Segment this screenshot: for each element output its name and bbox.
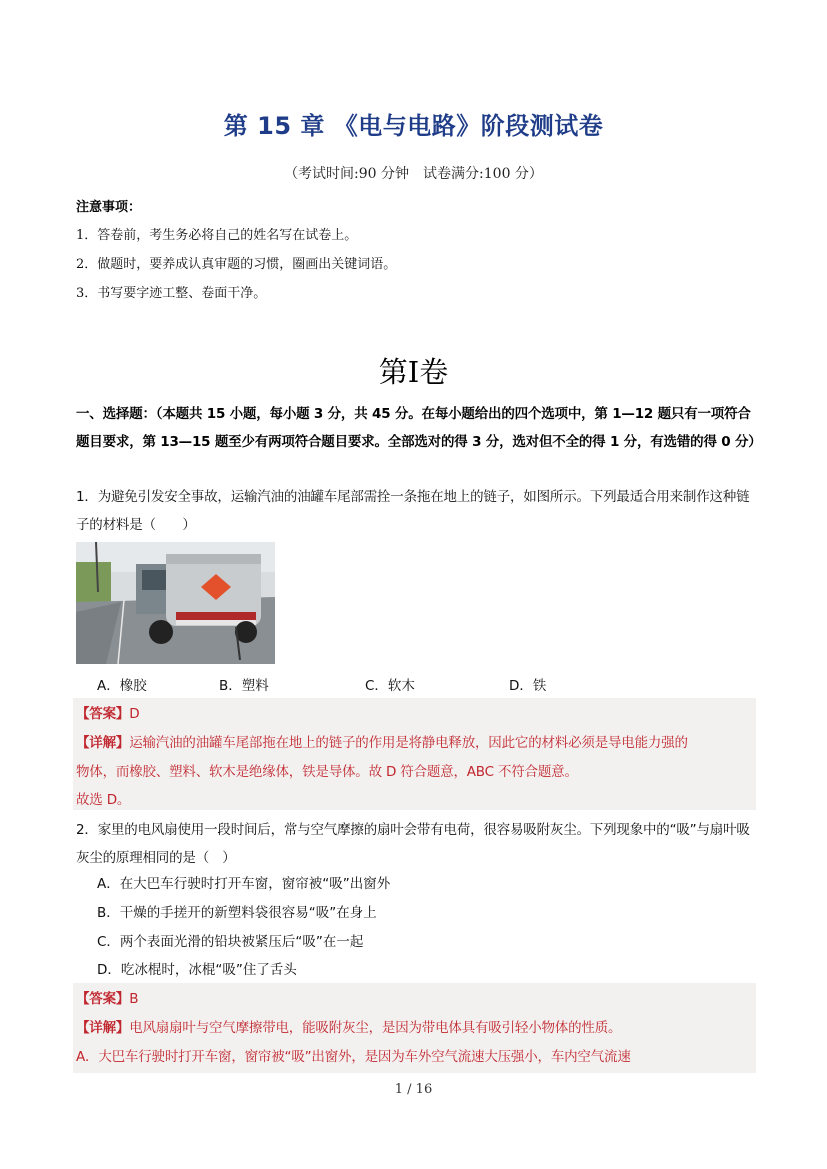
q2-option-a: A．在大巴车行驶时打开车窗，窗帘被“吸”出窗外 [97, 876, 391, 892]
q1-conclusion: 故选 D。 [76, 792, 131, 808]
note-item: 2．做题时，要养成认真审题的习惯，圈画出关键词语。 [76, 257, 397, 272]
note-item: 3．书写要字迹工整、卷面干净。 [76, 286, 267, 301]
tanker-truck-image [76, 542, 275, 664]
notes-title: 注意事项： [76, 200, 142, 215]
section-title: 第Ⅰ卷 [378, 355, 449, 389]
answer-tag: 【答案】 [76, 706, 130, 722]
q1-answer-line [76, 702, 139, 722]
section-instruction: 一、选择题：（本题共 15 小题，每小题 3 分，共 45 分。在每小题给出的四个选项中，第 1—12 题只有一项符合题目要求，第 13—15 题至少有两项符合题目要求。全部选对的得 3 分，选对但不全的得 1 分，有选错的得 0 分） [76, 406, 762, 450]
page-number: 1 / 16 [394, 1082, 433, 1097]
q1-answer-block [73, 698, 756, 810]
tanker-truck-photo [76, 542, 275, 664]
answer-value: B [129, 991, 139, 1007]
answer-tag: 【答案】 [76, 991, 130, 1007]
q2-option-c: C．两个表面光滑的铅块被紧压后“吸”在一起 [97, 934, 364, 950]
detail-text: 电风扇扇叶与空气摩擦带电，能吸附灰尘，是因为带电体具有吸引轻小物体的性质。 [129, 1020, 622, 1036]
q1-option-b: B．塑料 [219, 678, 269, 694]
question-1-text: 1．为避免引发安全事故，运输汽油的油罐车尾部需拴一条拖在地上的链子，如图所示。下列最适合用来制作这种链子的材料是（ ） [76, 489, 750, 533]
q2-option-b: B．干燥的手搓开的新塑料袋很容易“吸”在身上 [97, 905, 377, 921]
question-2-text: 2．家里的电风扇使用一段时间后，常与空气摩擦的扇叶会带有电荷，很容易吸附灰尘。下列现象中的“吸”与扇叶吸灰尘的原理相同的是（ ） [76, 822, 750, 866]
q1-detail-line-2: 物体，而橡胶、塑料、软木是绝缘体，铁是导体。故 D 符合题意，ABC 不符合题意。 [76, 764, 578, 780]
q1-option-a: A．橡胶 [97, 678, 147, 694]
note-item: 1．答卷前，考生务必将自己的姓名写在试卷上。 [76, 228, 358, 243]
page-title: 第 15 章 《电与电路》阶段测试卷 [223, 112, 604, 140]
q1-detail-line-1 [76, 731, 688, 751]
q2-detail-line-1 [76, 1016, 621, 1036]
answer-value: D [129, 706, 140, 722]
detail-text: 运输汽油的油罐车尾部拖在地上的链子的作用是将静电释放，因此它的材料必须是导电能力强的 [129, 735, 688, 751]
q1-option-d: D．铁 [509, 678, 547, 694]
detail-tag: 【详解】 [76, 1020, 130, 1036]
q2-detail-line-2: A．大巴车行驶时打开车窗，窗帘被“吸”出窗外，是因为车外空气流速大压强小，车内空气流速 [76, 1049, 631, 1065]
detail-tag: 【详解】 [76, 735, 130, 751]
q1-option-c: C．软木 [365, 678, 415, 694]
q2-answer-line [76, 987, 138, 1007]
exam-info: （考试时间:90 分钟 试卷满分:100 分） [284, 166, 543, 182]
q2-option-d: D．吃冰棍时，冰棍“吸”住了舌头 [97, 962, 297, 978]
